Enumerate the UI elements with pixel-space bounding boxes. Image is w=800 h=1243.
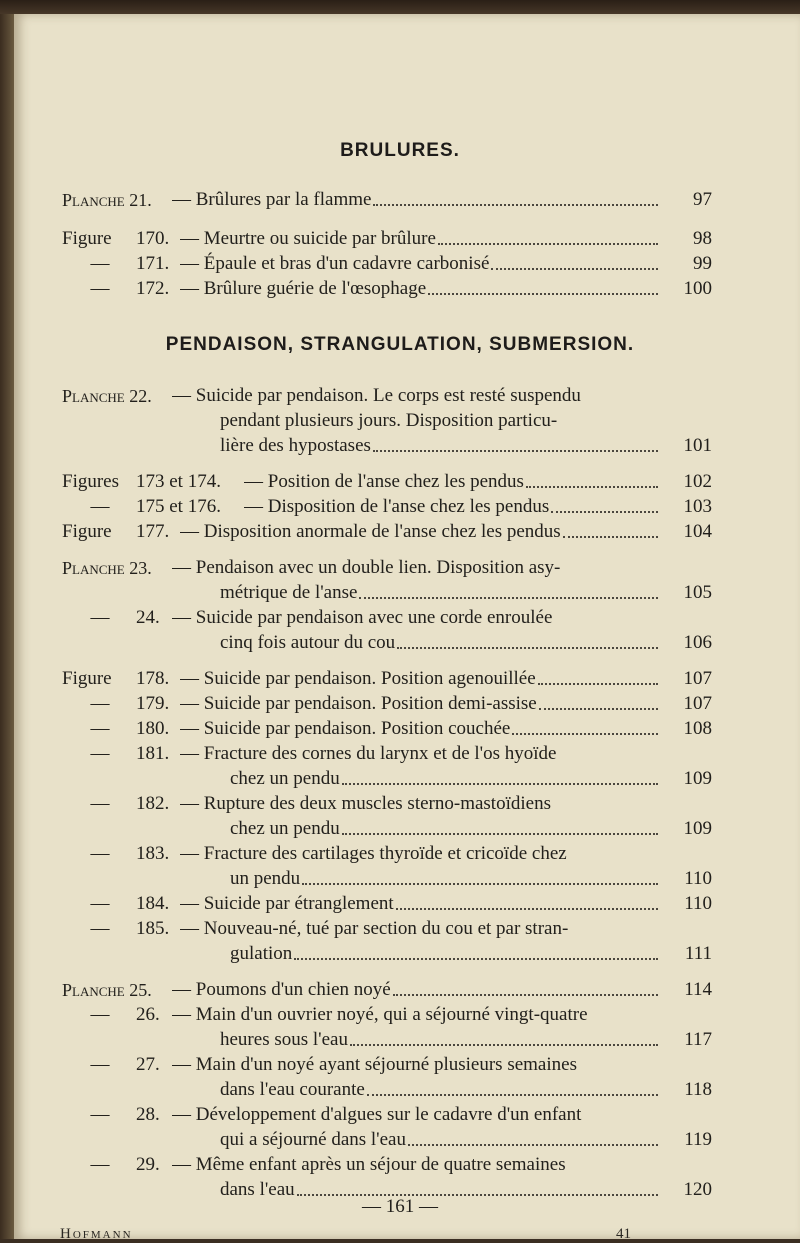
entry-page: 100 — [683, 278, 712, 299]
entry-text: chez un pendu — [230, 818, 340, 839]
signature-mark: 41 — [616, 1226, 631, 1242]
entry-text: — Main d'un ouvrier noyé, qui a séjourné vingt-quatre — [172, 1004, 588, 1025]
ditto-dash: — — [90, 1054, 110, 1075]
entry-number: 181. — [136, 743, 170, 764]
entry-number: 177. — [136, 521, 170, 542]
ditto-dash: — — [90, 1104, 110, 1125]
dot-leader — [428, 293, 658, 295]
ditto-dash: — — [90, 893, 110, 914]
entry-text: — Suicide par pendaison. Position agenouillée — [180, 668, 536, 689]
ditto-dash: — — [90, 1004, 110, 1025]
entry-number: 29. — [136, 1154, 160, 1175]
entry-page: 107 — [683, 668, 712, 689]
entry-page: 110 — [684, 893, 712, 914]
entry-label: Figure — [62, 668, 112, 689]
entry-page: 97 — [693, 189, 712, 210]
entry-planche-24-line1 — [0, 606, 800, 630]
dot-leader — [359, 597, 658, 599]
entry-text: — Suicide par pendaison. Position couchée — [180, 718, 511, 739]
entry-figure-171 — [0, 252, 800, 276]
entry-text: cinq fois autour du cou — [220, 632, 396, 653]
entry-text: — Suicide par pendaison. Position demi-assise — [180, 693, 537, 714]
ditto-dash: — — [90, 918, 110, 939]
entry-text: — Pendaison avec un double lien. Disposition asy- — [172, 557, 561, 578]
entry-number: 170. — [136, 228, 170, 249]
dot-leader — [350, 1044, 658, 1046]
entry-page: 107 — [683, 693, 712, 714]
entry-text: — Poumons d'un chien noyé — [172, 979, 391, 1000]
entry-page: 108 — [683, 718, 712, 739]
entry-text: — Brûlure guérie de l'œsophage — [180, 278, 427, 299]
entry-text: — Disposition anormale de l'anse chez les pendus — [180, 521, 561, 542]
dot-leader — [538, 683, 658, 685]
dot-leader — [539, 708, 658, 710]
entry-planche-22-line3 — [0, 434, 800, 458]
dot-leader — [302, 883, 658, 885]
ditto-dash: — — [90, 693, 110, 714]
ditto-dash: — — [90, 607, 110, 628]
entry-text: — Nouveau-né, tué par section du cou et par stran- — [180, 918, 569, 939]
dot-leader — [396, 908, 658, 910]
entry-text: — Disposition de l'anse chez les pendus — [244, 496, 550, 517]
ditto-dash: — — [90, 718, 110, 739]
entry-planche-25 — [0, 978, 800, 1002]
entry-text: chez un pendu — [230, 768, 340, 789]
entry-figure-185-line2 — [0, 942, 800, 966]
author-running-foot: Hofmann — [60, 1226, 133, 1242]
entry-planche-26-line2 — [0, 1028, 800, 1052]
entry-figure-183-line2 — [0, 867, 800, 891]
entry-planche-26-line1 — [0, 1003, 800, 1027]
ditto-dash: — — [90, 1154, 110, 1175]
section-title-hanging: PENDAISON, STRANGULATION, SUBMERSION. — [165, 334, 635, 355]
entry-page: 118 — [684, 1079, 712, 1100]
entry-text: gulation — [230, 943, 293, 964]
dot-leader — [438, 243, 658, 245]
entry-page: 99 — [693, 253, 712, 274]
dot-leader — [397, 647, 658, 649]
entry-planche-27-line1 — [0, 1053, 800, 1077]
entry-text: — Brûlures par la flamme — [172, 189, 372, 210]
entry-planche-28-line1 — [0, 1103, 800, 1127]
dot-leader — [551, 511, 658, 513]
page-number: — 161 — — [362, 1196, 438, 1217]
entry-text: — Même enfant après un séjour de quatre semaines — [172, 1154, 566, 1175]
entry-figure-181-line1 — [0, 742, 800, 766]
entry-number: 172. — [136, 278, 170, 299]
dot-leader — [563, 536, 658, 538]
entry-label: Figure — [62, 228, 112, 249]
dot-leader — [491, 268, 658, 270]
entry-figure-177 — [0, 520, 800, 544]
entry-figure-183-line1 — [0, 842, 800, 866]
entry-number: 184. — [136, 893, 170, 914]
ditto-dash: — — [90, 843, 110, 864]
entry-planche-21 — [0, 188, 800, 212]
dot-leader — [526, 486, 658, 488]
entry-number: 26. — [136, 1004, 160, 1025]
ditto-dash: — — [90, 278, 110, 299]
entry-number: 179. — [136, 693, 170, 714]
entry-figures-173-174 — [0, 470, 800, 494]
entry-text: — Fracture des cornes du larynx et de l'os hyoïde — [180, 743, 557, 764]
entry-number: 24. — [136, 607, 160, 628]
entry-page: 119 — [684, 1129, 712, 1150]
entry-planche-22-line2 — [0, 409, 800, 433]
entry-planche-22-line1 — [0, 384, 800, 408]
entry-page: 114 — [684, 979, 712, 1000]
entry-number: 175 et 176. — [136, 496, 221, 517]
entry-page: 109 — [683, 768, 712, 789]
entry-page: 103 — [683, 496, 712, 517]
entry-label: Planche 25. — [62, 980, 152, 1000]
entry-planche-24-line2 — [0, 631, 800, 655]
entry-figure-170 — [0, 227, 800, 251]
entry-planche-27-line2 — [0, 1078, 800, 1102]
entry-number: 28. — [136, 1104, 160, 1125]
entry-number: 173 et 174. — [136, 471, 221, 492]
entry-page: 111 — [684, 943, 712, 964]
entry-text: — Suicide par étranglement — [180, 893, 394, 914]
dot-leader — [342, 833, 658, 835]
entry-page: 117 — [684, 1029, 712, 1050]
entry-figure-172 — [0, 277, 800, 301]
ditto-dash: — — [90, 496, 110, 517]
entry-text: — Main d'un noyé ayant séjourné plusieurs semaines — [172, 1054, 577, 1075]
entry-text: — Meurtre ou suicide par brûlure — [180, 228, 436, 249]
entry-label: Planche 22. — [62, 386, 152, 406]
entry-number: 182. — [136, 793, 170, 814]
ditto-dash: — — [90, 793, 110, 814]
entry-planche-28-line2 — [0, 1128, 800, 1152]
entry-text: dans l'eau courante — [220, 1079, 365, 1100]
entry-number: 171. — [136, 253, 170, 274]
entry-text: lière des hypostases — [220, 435, 371, 456]
entry-label: Planche 21. — [62, 190, 152, 210]
entry-page: 110 — [684, 868, 712, 889]
entry-planche-23-line1 — [0, 556, 800, 580]
dot-leader — [373, 450, 658, 452]
entry-text: — Position de l'anse chez les pendus — [244, 471, 524, 492]
ditto-dash: — — [90, 253, 110, 274]
dot-leader — [393, 994, 658, 996]
entry-figure-178 — [0, 667, 800, 691]
entry-text: — Épaule et bras d'un cadavre carbonisé — [180, 253, 490, 274]
entry-number: 183. — [136, 843, 170, 864]
entry-text: dans l'eau — [220, 1179, 295, 1200]
entry-figures-175-176 — [0, 495, 800, 519]
entry-page: 98 — [693, 228, 712, 249]
entry-planche-23-line2 — [0, 581, 800, 605]
entry-figure-184 — [0, 892, 800, 916]
entry-number: 27. — [136, 1054, 160, 1075]
entry-label: Figures — [62, 471, 119, 492]
entry-text: heures sous l'eau — [220, 1029, 348, 1050]
entry-label: Planche 23. — [62, 558, 152, 578]
entry-text: — Rupture des deux muscles sterno-mastoïdiens — [180, 793, 551, 814]
entry-text: pendant plusieurs jours. Disposition particu- — [220, 410, 558, 431]
entry-page: 105 — [683, 582, 712, 603]
entry-page: 106 — [683, 632, 712, 653]
entry-page: 104 — [683, 521, 712, 542]
entry-page: 102 — [683, 471, 712, 492]
entry-text: — Suicide par pendaison avec une corde enroulée — [172, 607, 553, 628]
dot-leader — [342, 783, 658, 785]
dot-leader — [294, 958, 658, 960]
entry-text: qui a séjourné dans l'eau — [220, 1129, 406, 1150]
dot-leader — [367, 1094, 658, 1096]
entry-number: 178. — [136, 668, 170, 689]
dot-leader — [373, 204, 658, 206]
entry-text: — Développement d'algues sur le cadavre d'un enfant — [172, 1104, 582, 1125]
dot-leader — [512, 733, 658, 735]
entry-figure-182-line1 — [0, 792, 800, 816]
entry-figure-180 — [0, 717, 800, 741]
entry-page: 101 — [683, 435, 712, 456]
entry-text: métrique de l'anse — [220, 582, 358, 603]
entry-figure-181-line2 — [0, 767, 800, 791]
entry-text: un pendu — [230, 868, 301, 889]
entry-number: 180. — [136, 718, 170, 739]
entry-figure-179 — [0, 692, 800, 716]
entry-page: 109 — [683, 818, 712, 839]
entry-planche-29-line1 — [0, 1153, 800, 1177]
entry-text: — Suicide par pendaison. Le corps est resté suspendu — [172, 385, 581, 406]
entry-number: 185. — [136, 918, 170, 939]
dot-leader — [408, 1144, 658, 1146]
entry-figure-185-line1 — [0, 917, 800, 941]
entry-page: 120 — [683, 1179, 712, 1200]
ditto-dash: — — [90, 743, 110, 764]
entry-figure-182-line2 — [0, 817, 800, 841]
entry-text: — Fracture des cartilages thyroïde et cricoïde chez — [180, 843, 567, 864]
section-title-burns: BRULURES. — [340, 140, 460, 161]
entry-label: Figure — [62, 521, 112, 542]
